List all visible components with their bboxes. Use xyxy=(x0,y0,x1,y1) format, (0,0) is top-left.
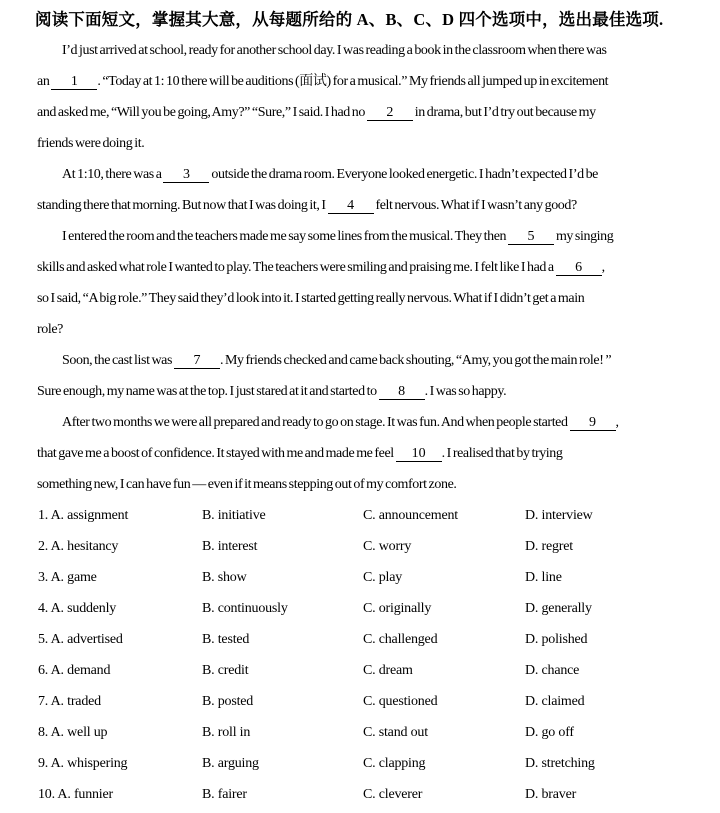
passage-line: skills and asked what role I wanted to play. The teachers were smiling and praising me. I felt like I had a 6 , xyxy=(37,260,605,275)
question-row xyxy=(0,655,720,686)
option-c-cell xyxy=(363,624,525,655)
blank-8: 8 xyxy=(379,384,425,400)
option-c-cell xyxy=(363,593,525,624)
option-d-label: D. go off xyxy=(525,725,574,740)
question-row xyxy=(0,717,720,748)
option-c-label: C. cleverer xyxy=(363,787,423,802)
option-c-label: C. clapping xyxy=(363,756,426,771)
passage-line: something new, I can have fun — even if it means stepping out of my comfort zone. xyxy=(37,477,457,492)
blank-3: 3 xyxy=(163,167,209,183)
option-a-cell xyxy=(38,562,202,593)
option-d-label: D. claimed xyxy=(525,694,585,709)
option-b-label: B. credit xyxy=(202,663,249,678)
blank-7: 7 xyxy=(174,353,220,369)
option-d-label: D. polished xyxy=(525,632,588,647)
option-d-cell xyxy=(525,531,720,562)
option-d-cell xyxy=(525,748,720,779)
option-d-cell xyxy=(525,686,720,717)
option-d-label: D. interview xyxy=(525,508,593,523)
option-a-label: A. whispering xyxy=(48,756,128,771)
blank-10: 10 xyxy=(396,446,442,462)
option-c-label: C. play xyxy=(363,570,403,585)
question-number: 4. xyxy=(38,601,49,616)
option-b-label: B. fairer xyxy=(202,787,247,802)
question-number: 3. xyxy=(38,570,49,585)
option-d-cell xyxy=(525,624,720,655)
option-a-cell xyxy=(38,593,202,624)
option-c-label: C. originally xyxy=(363,601,432,616)
option-b-label: B. interest xyxy=(202,539,258,554)
passage-line: and asked me, “Will you be going, Amy?” “Sure,” I said. I had no 2 in drama, but I’d try out because my xyxy=(37,105,596,120)
passage-line: I’d just arrived at school, ready for another school day. I was reading a book in the classroom when there was xyxy=(62,43,607,58)
option-c-label: C. challenged xyxy=(363,632,438,647)
option-d-label: D. generally xyxy=(525,601,592,616)
option-a-cell xyxy=(38,500,202,531)
option-b-cell xyxy=(202,562,363,593)
option-c-label: C. dream xyxy=(363,663,413,678)
passage-line: Soon, the cast list was 7 . My friends checked and came back shouting, “Amy, you got the main role! ” xyxy=(62,353,612,368)
option-c-label: C. announcement xyxy=(363,508,458,523)
question-row xyxy=(0,562,720,593)
option-b-label: B. roll in xyxy=(202,725,251,740)
question-number: 6. xyxy=(38,663,49,678)
option-c-cell xyxy=(363,531,525,562)
question-row xyxy=(0,500,720,531)
option-d-label: D. stretching xyxy=(525,756,595,771)
question-row xyxy=(0,624,720,655)
option-a-cell xyxy=(38,531,202,562)
option-a-label: A. well up xyxy=(48,725,108,740)
option-a-cell xyxy=(38,624,202,655)
option-a-label: A. game xyxy=(48,570,97,585)
option-c-label: C. worry xyxy=(363,539,412,554)
option-a-cell xyxy=(38,717,202,748)
option-c-cell xyxy=(363,655,525,686)
option-c-label: C. stand out xyxy=(363,725,428,740)
option-d-cell xyxy=(525,562,720,593)
option-a-cell xyxy=(38,655,202,686)
option-b-cell xyxy=(202,717,363,748)
option-a-label: A. suddenly xyxy=(48,601,117,616)
blank-1: 1 xyxy=(51,74,97,90)
blank-6: 6 xyxy=(556,260,602,276)
option-b-label: B. continuously xyxy=(202,601,288,616)
options-table xyxy=(0,500,720,810)
question-number: 9. xyxy=(38,756,49,771)
option-d-label: D. chance xyxy=(525,663,580,678)
option-b-label: B. show xyxy=(202,570,247,585)
passage-line: standing there that morning. But now that I was doing it, I 4 felt nervous. What if I wasn’t any good? xyxy=(37,198,577,213)
option-b-cell xyxy=(202,779,363,810)
question-row xyxy=(0,531,720,562)
option-d-label: D. braver xyxy=(525,787,577,802)
question-number: 10. xyxy=(38,787,55,802)
question-row xyxy=(0,779,720,810)
option-c-label: C. questioned xyxy=(363,694,438,709)
option-d-cell xyxy=(525,717,720,748)
option-d-label: D. line xyxy=(525,570,562,585)
option-b-label: B. initiative xyxy=(202,508,266,523)
option-b-label: B. tested xyxy=(202,632,250,647)
option-a-label: A. advertised xyxy=(48,632,123,647)
option-d-cell xyxy=(525,500,720,531)
question-number: 2. xyxy=(38,539,49,554)
passage-line: an 1 . “Today at 1: 10 there will be auditions (面试) for a musical.” My friends all jumped up in excitement xyxy=(37,74,609,89)
option-a-cell xyxy=(38,686,202,717)
option-b-label: B. arguing xyxy=(202,756,259,771)
option-b-cell xyxy=(202,624,363,655)
option-a-label: A. hesitancy xyxy=(48,539,119,554)
passage-line: At 1:10, there was a 3 outside the drama room. Everyone looked energetic. I hadn’t expected I’d be xyxy=(62,167,598,182)
cloze-passage xyxy=(0,35,720,500)
option-c-cell xyxy=(363,748,525,779)
option-c-cell xyxy=(363,779,525,810)
option-d-cell xyxy=(525,655,720,686)
option-a-label: A. demand xyxy=(48,663,111,678)
question-row xyxy=(0,593,720,624)
option-b-cell xyxy=(202,500,363,531)
passage-line: After two months we were all prepared and ready to go on stage. It was fun. And when people started 9 , xyxy=(62,415,619,430)
blank-2: 2 xyxy=(367,105,413,121)
option-d-cell xyxy=(525,593,720,624)
option-b-label: B. posted xyxy=(202,694,254,709)
option-b-cell xyxy=(202,531,363,562)
passage-line: role? xyxy=(37,322,63,337)
option-b-cell xyxy=(202,686,363,717)
passage-line: so I said, “A big role.” They said they’d look into it. I started getting really nervous. What if I didn’t get a main xyxy=(37,291,585,306)
option-a-cell xyxy=(38,779,202,810)
option-b-cell xyxy=(202,593,363,624)
question-number: 1. xyxy=(38,508,49,523)
option-b-cell xyxy=(202,655,363,686)
option-a-cell xyxy=(38,748,202,779)
passage-line: Sure enough, my name was at the top. I just stared at it and started to 8 . I was so happy. xyxy=(37,384,507,399)
blank-4: 4 xyxy=(328,198,374,214)
option-a-label: A. funnier xyxy=(54,787,113,802)
question-number: 7. xyxy=(38,694,49,709)
instruction-title: 阅读下面短文，掌握其大意，从每题所给的 A、B、C、D 四个选项中，选出最佳选项. xyxy=(35,10,664,29)
question-row xyxy=(0,686,720,717)
option-c-cell xyxy=(363,500,525,531)
passage-line: friends were doing it. xyxy=(37,136,145,151)
option-d-cell xyxy=(525,779,720,810)
passage-line: I entered the room and the teachers made me say some lines from the musical. They then 5 my singing xyxy=(62,229,614,244)
option-a-label: A. traded xyxy=(48,694,101,709)
blank-5: 5 xyxy=(508,229,554,245)
option-c-cell xyxy=(363,686,525,717)
option-b-cell xyxy=(202,748,363,779)
option-a-label: A. assignment xyxy=(48,508,129,523)
option-c-cell xyxy=(363,717,525,748)
passage-line: that gave me a boost of confidence. It stayed with me and made me feel 10 . I realised that by trying xyxy=(37,446,563,461)
blank-9: 9 xyxy=(570,415,616,431)
question-row xyxy=(0,748,720,779)
option-c-cell xyxy=(363,562,525,593)
question-number: 8. xyxy=(38,725,49,740)
question-number: 5. xyxy=(38,632,49,647)
option-d-label: D. regret xyxy=(525,539,573,554)
